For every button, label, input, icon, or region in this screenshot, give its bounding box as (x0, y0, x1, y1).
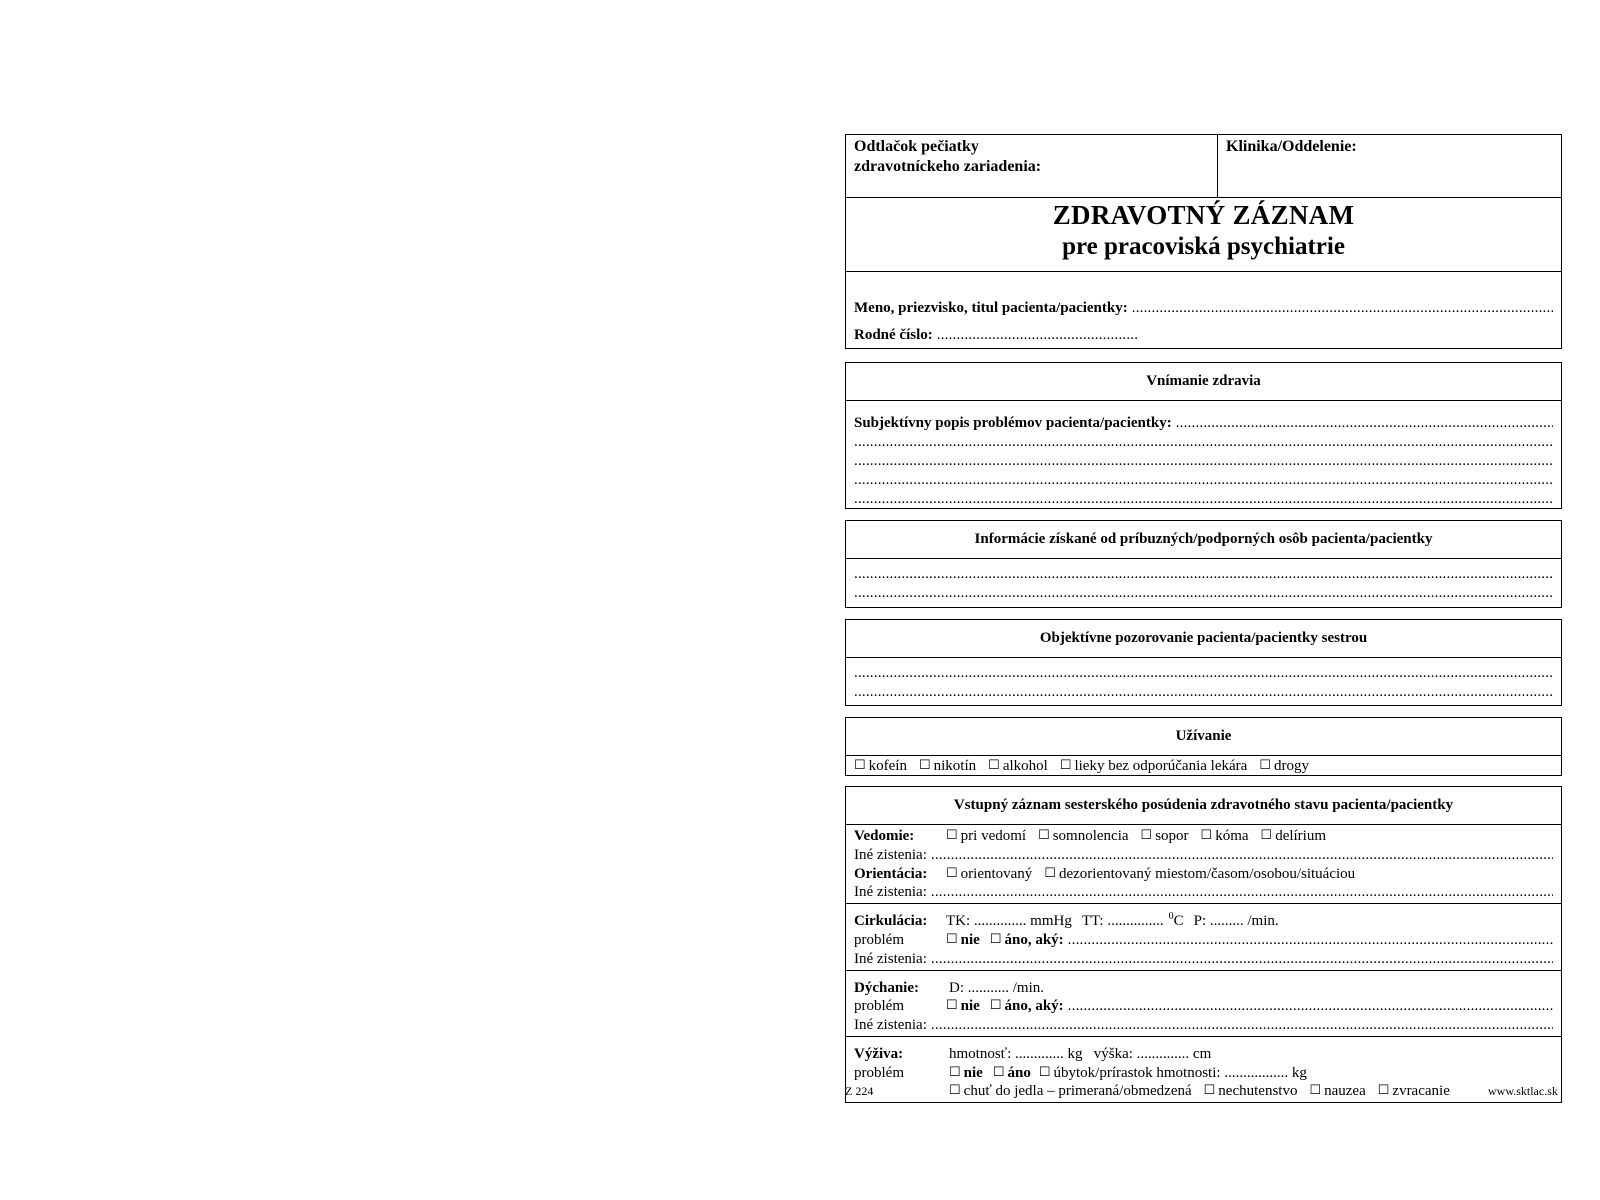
birth-number-field[interactable] (937, 326, 1137, 345)
title-block (846, 198, 1561, 272)
checkbox-icon[interactable]: ☐ (946, 930, 958, 946)
consciousness-row (854, 827, 1553, 846)
problem-label: problém (854, 931, 904, 948)
birth-number-label: Rodné číslo: (854, 327, 933, 343)
relatives-info-box (845, 520, 1562, 608)
circulation-label: Cirkulácia: (854, 913, 928, 929)
circulation-problem-row (854, 931, 1553, 950)
other-findings-label: Iné zistenia: (854, 1017, 927, 1033)
checkbox-icon[interactable]: ☐ (946, 827, 958, 842)
consciousness-option-somnolence[interactable]: ☐ somnolencia (1038, 827, 1129, 844)
orientation-option-disoriented[interactable]: ☐ dezorientovaný miestom/časom/osobou/situáciou (1044, 864, 1356, 882)
subjective-line-5 (854, 490, 1553, 509)
stamp-label-line1: Odtlačok pečiatky (854, 138, 979, 155)
breathing-problem-row (854, 997, 1553, 1016)
nutrition-row (854, 1045, 1553, 1064)
header-row (846, 135, 1561, 198)
observation-field-1[interactable] (854, 664, 1553, 683)
page-subtitle: pre pracoviská psychiatrie (1062, 233, 1345, 260)
orientation-other-row (854, 883, 1553, 902)
clinic-cell (1218, 135, 1561, 197)
health-perception-box (845, 362, 1562, 509)
checkbox-icon[interactable]: ☐ (989, 930, 1002, 946)
consciousness-label: Vedomie: (854, 828, 915, 844)
website-text: www.sktlac.sk (1488, 1084, 1558, 1098)
circulation-other-row (854, 950, 1553, 969)
health-record-form (845, 134, 1562, 1103)
circulation-row (854, 912, 1553, 931)
checkbox-icon[interactable]: ☐ (949, 1063, 961, 1079)
checkbox-icon[interactable]: ☐ (989, 997, 1002, 1012)
other-findings-label: Iné zistenia: (854, 846, 927, 863)
observation-line-1 (854, 664, 1553, 683)
usage-option-drugs[interactable]: ☐ drogy (1259, 757, 1309, 774)
checkbox-icon[interactable]: ☐ (946, 997, 958, 1012)
nursing-assessment-title: Vstupný záznam sesterského posúdenia zdravotného stavu pacienta/pacientky (846, 787, 1561, 825)
checkbox-icon[interactable]: ☐ (1044, 864, 1056, 880)
circulation-problem-field[interactable] (1068, 931, 1553, 950)
weight-height-field[interactable]: hmotnosť: ............. kg výška: .............. cm (949, 1046, 1212, 1062)
checkbox-icon[interactable]: ☐ (918, 757, 931, 772)
consciousness-other-row (854, 846, 1553, 865)
checkbox-icon[interactable]: ☐ (1309, 1082, 1322, 1097)
relatives-field-1[interactable] (854, 565, 1553, 584)
nutrition-subsection (846, 1037, 1561, 1102)
usage-option-caffeine[interactable]: ☐ kofeín (854, 757, 907, 774)
consciousness-option-conscious[interactable]: ☐ pri vedomí (946, 827, 1027, 844)
checkbox-icon[interactable]: ☐ (1140, 827, 1153, 842)
subjective-line (854, 414, 1553, 433)
usage-options (846, 756, 1561, 775)
health-perception-body (846, 401, 1561, 508)
subjective-field-3[interactable] (854, 452, 1553, 471)
checkbox-icon[interactable]: ☐ (1038, 1063, 1051, 1079)
consciousness-option-sopor[interactable]: ☐ sopor (1140, 827, 1189, 844)
usage-title: Užívanie (846, 718, 1561, 756)
checkbox-icon[interactable]: ☐ (1259, 757, 1271, 772)
nutrition-problem-row (854, 1064, 1553, 1083)
checkbox-icon[interactable]: ☐ (992, 1063, 1005, 1079)
nutrition-label: Výživa: (854, 1046, 904, 1062)
nutrition-option-nausea[interactable]: ☐ nauzea (1309, 1082, 1366, 1099)
temperature-field[interactable]: TT: ............... (1081, 913, 1164, 929)
objective-observation-box (845, 619, 1562, 706)
blood-pressure-field[interactable]: TK: .............. mmHg (946, 913, 1072, 929)
circulation-problem-no[interactable]: ☐ nie (946, 930, 980, 948)
checkbox-icon[interactable]: ☐ (949, 1082, 961, 1097)
patient-name-label: Meno, priezvisko, titul pacienta/pacientky: (854, 300, 1128, 316)
nutrition-problem-no[interactable]: ☐ nie (949, 1063, 983, 1081)
birth-number-line (854, 326, 1553, 345)
breathing-problem-field[interactable] (1068, 997, 1553, 1016)
other-findings-label: Iné zistenia: (854, 884, 927, 900)
form-code: Z 224 (845, 1084, 874, 1098)
circulation-problem-yes[interactable]: ☐ áno, aký: (989, 930, 1064, 948)
orientation-option-oriented[interactable]: ☐ orientovaný (946, 864, 1033, 882)
objective-observation-body (846, 658, 1561, 705)
temperature-unit: $^0$C (1168, 912, 1184, 929)
usage-option-alcohol[interactable]: ☐ alkohol (988, 757, 1048, 774)
breathing-problem-yes[interactable]: ☐ áno, aký: (989, 997, 1064, 1014)
checkbox-icon[interactable]: ☐ (988, 757, 1000, 772)
problem-label: problém (854, 1064, 904, 1081)
checkbox-icon[interactable]: ☐ (854, 757, 866, 772)
orientation-other-field[interactable] (931, 883, 1553, 902)
relatives-line-2 (854, 584, 1553, 603)
checkbox-icon[interactable]: ☐ (1260, 827, 1273, 842)
stamp-cell (846, 135, 1218, 197)
breathing-label: Dýchanie: (854, 979, 919, 996)
consciousness-option-coma[interactable]: ☐ kóma (1200, 827, 1249, 844)
subjective-field[interactable] (1176, 414, 1553, 433)
page-title: ZDRAVOTNÝ ZÁZNAM (1052, 200, 1355, 230)
subjective-label: Subjektívny popis problémov pacienta/pacientky: (854, 415, 1172, 431)
checkbox-icon[interactable]: ☐ (1203, 1082, 1216, 1097)
circulation-other-field[interactable] (931, 950, 1553, 969)
subjective-line-2 (854, 433, 1553, 452)
relatives-line-1 (854, 565, 1553, 584)
relatives-info-title: Informácie získané od príbuzných/podporných osôb pacienta/pacientky (846, 521, 1561, 559)
degree-sup: 0 (1168, 912, 1174, 922)
checkbox-icon[interactable]: ☐ (1059, 757, 1072, 772)
observation-field-2[interactable] (854, 683, 1553, 702)
relatives-info-body (846, 559, 1561, 607)
consciousness-other-field[interactable] (931, 846, 1553, 865)
nursing-assessment-box (845, 786, 1562, 1103)
nutrition-option-appetite[interactable]: ☐ chuť do jedla – primeraná/obmedzená (949, 1082, 1192, 1099)
other-findings-label: Iné zistenia: (854, 950, 927, 967)
pulse-field[interactable]: P: ......... /min. (1193, 913, 1279, 929)
breathing-other-row (854, 1016, 1553, 1035)
nutrition-weight-change[interactable]: ☐ úbytok/prírastok hmotnosti: ................. kg (1038, 1063, 1307, 1081)
clinic-label: Klinika/Oddelenie: (1226, 138, 1357, 155)
orientation-row (854, 865, 1553, 884)
breathing-row (854, 979, 1553, 998)
usage-box (845, 717, 1562, 776)
subjective-field-2[interactable] (854, 433, 1553, 452)
problem-label: problém (854, 998, 904, 1014)
breathing-subsection (846, 971, 1561, 1038)
nutrition-option-anorexia[interactable]: ☐ nechutenstvo (1203, 1082, 1298, 1099)
consciousness-option-delirium[interactable]: ☐ delírium (1260, 827, 1327, 844)
breathing-rate-field[interactable]: D: ........... /min. (949, 979, 1045, 996)
subjective-line-4 (854, 471, 1553, 490)
nutrition-option-vomiting[interactable]: ☐ zvracanie (1377, 1082, 1450, 1099)
checkbox-icon[interactable]: ☐ (1377, 1082, 1390, 1097)
subjective-field-4[interactable] (854, 471, 1553, 490)
objective-observation-title: Objektívne pozorovanie pacienta/pacientky sestrou (846, 620, 1561, 658)
health-perception-title: Vnímanie zdravia (846, 363, 1561, 401)
stamp-label-line2: zdravotníckeho zariadenia: (854, 158, 1042, 175)
orientation-label: Orientácia: (854, 865, 928, 882)
patient-name-field[interactable] (1132, 299, 1553, 318)
nutrition-appetite-row (854, 1082, 1553, 1101)
checkbox-icon[interactable]: ☐ (946, 864, 958, 880)
checkbox-icon[interactable]: ☐ (1200, 827, 1213, 842)
subjective-line-3 (854, 452, 1553, 471)
usage-option-nicotine[interactable]: ☐ nikotín (918, 757, 977, 774)
patient-name-line (854, 299, 1553, 318)
relatives-field-2[interactable] (854, 584, 1553, 603)
consciousness-orientation-subsection (846, 825, 1561, 904)
checkbox-icon[interactable]: ☐ (1038, 827, 1050, 842)
header-box (845, 134, 1562, 349)
subjective-field-5[interactable] (854, 490, 1553, 509)
observation-line-2 (854, 683, 1553, 702)
nutrition-problem-yes[interactable]: ☐ áno (992, 1063, 1031, 1081)
patient-block (846, 272, 1561, 348)
breathing-problem-no[interactable]: ☐ nie (946, 997, 980, 1014)
breathing-other-field[interactable] (931, 1016, 1553, 1035)
circulation-subsection (846, 904, 1561, 971)
usage-option-otc-drugs[interactable]: ☐ lieky bez odporúčania lekára (1059, 757, 1248, 774)
